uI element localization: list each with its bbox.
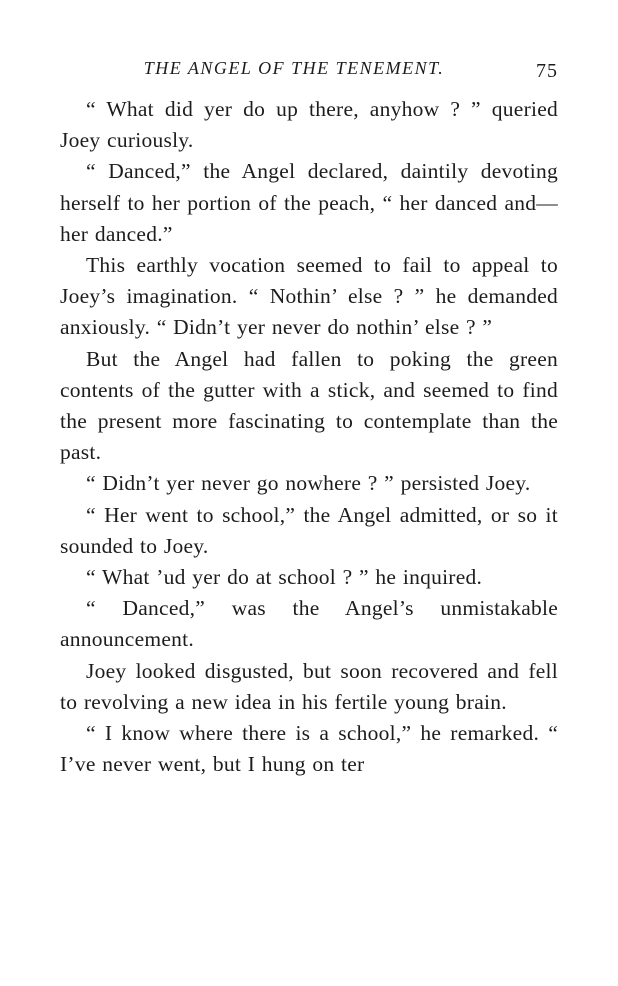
paragraph: “ Her went to school,” the Angel admitted, or so it sounded to Joey. xyxy=(60,502,558,558)
running-head xyxy=(60,50,558,82)
paragraph: “ I know where there is a school,” he remarked. “ I’ve never went, but I hung on ter xyxy=(60,721,558,777)
paragraph: Joey looked disgusted, but soon recovered and fell to revolving a new idea in his fertile young brain. xyxy=(60,658,558,714)
paragraph: “ What ’ud yer do at school ? ” he inquired. xyxy=(86,565,483,590)
paragraph: But the Angel had fallen to poking the green contents of the gutter with a stick, and seemed to find the present more fascinating to contemplate than the past. xyxy=(60,346,558,465)
paragraph: “ Danced,” the Angel declared, daintily devoting herself to her portion of the peach, “ her danced and—her danced.” xyxy=(60,159,558,246)
page-number: 75 xyxy=(536,60,558,82)
paragraph: “ Didn’t yer never go nowhere ? ” persisted Joey. xyxy=(86,471,531,496)
running-title: THE ANGEL OF THE TENEMENT. xyxy=(143,58,445,78)
paragraph: “ Danced,” was the Angel’s unmistakable announcement. xyxy=(60,596,558,652)
body-text xyxy=(60,94,558,780)
paragraph: “ What did yer do up there, anyhow ? ” queried Joey curiously. xyxy=(60,97,558,153)
paragraph: This earthly vocation seemed to fail to appeal to Joey’s imagination. “ Nothin’ else ? ” he demanded anxiously. “ Didn’t yer never do nothin’ else ? ” xyxy=(60,253,558,340)
